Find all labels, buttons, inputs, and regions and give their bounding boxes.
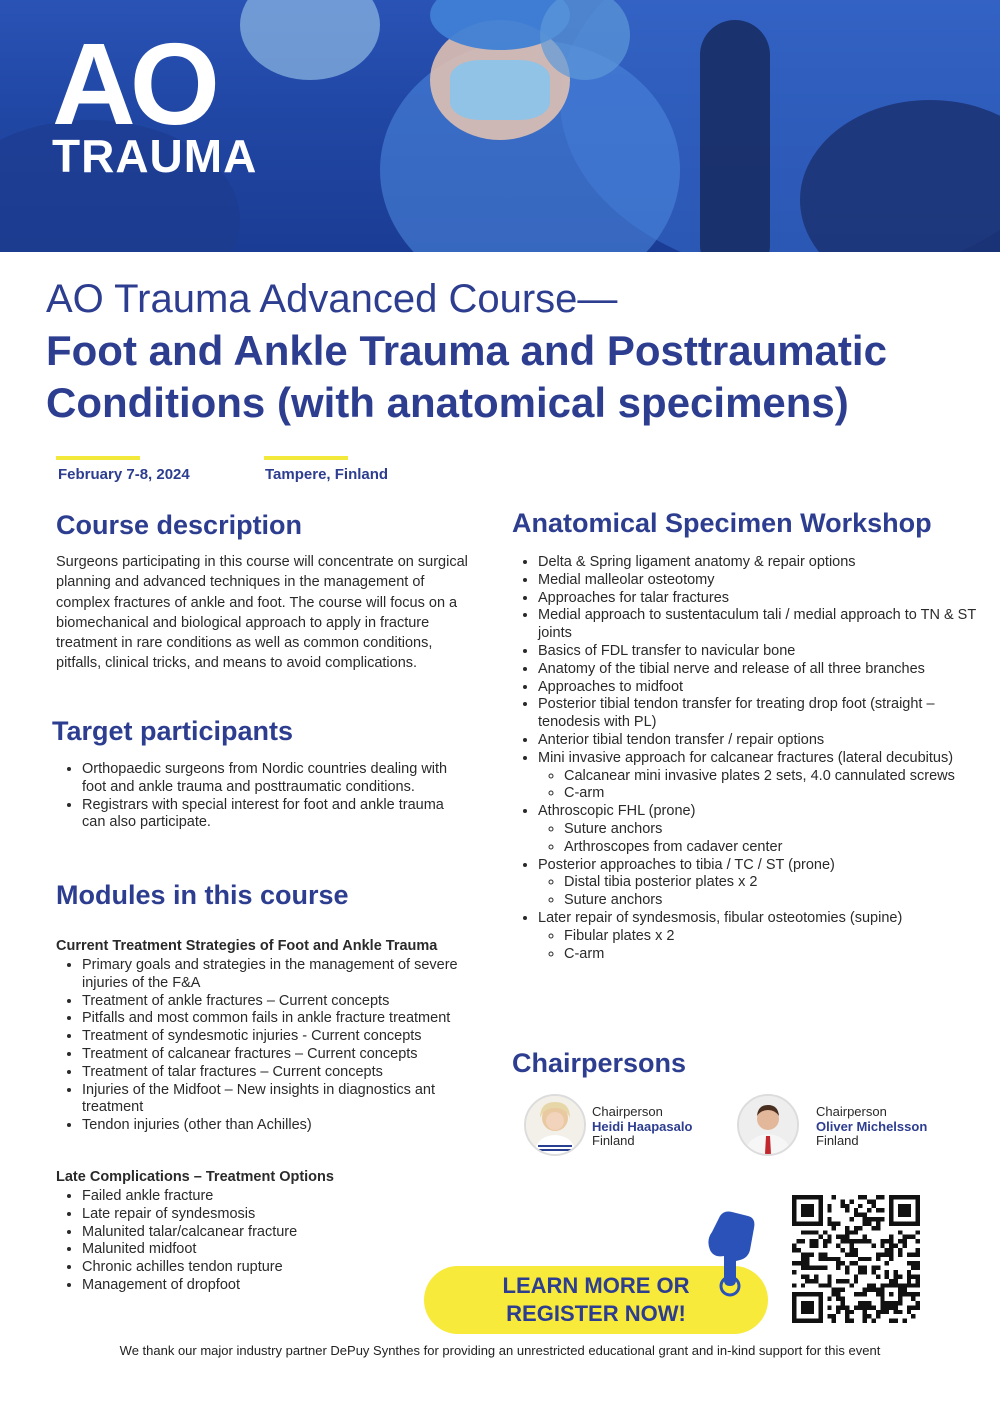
qr-code[interactable] (792, 1195, 920, 1323)
chairperson-name: Heidi Haapasalo (592, 1118, 693, 1134)
chairperson-country: Finland (816, 1133, 859, 1148)
sub-list-item: ◦ C-arm (564, 785, 978, 803)
list-item (538, 590, 978, 608)
course-description-heading: Course description (56, 510, 303, 540)
sub-list-item: ◦ Suture anchors (564, 821, 978, 839)
list-item-text: Approaches to midfoot (538, 678, 684, 695)
chairperson-name: Oliver Michelsson (816, 1118, 928, 1134)
list-item-text: Medial approach to sustentaculum tali / medial approach to TN & ST joints (538, 607, 976, 642)
list-item-text: Anterior tibial tendon transfer / repair options (538, 731, 825, 748)
sub-list-item: ◦ Calcanear mini invasive plates 2 sets, 4.0 cannulated screws (564, 768, 978, 786)
list-item-text: Medial malleolar osteotomy (538, 571, 715, 588)
sub-list (538, 874, 978, 910)
sub-list (538, 928, 978, 964)
chairperson-country: Finland (592, 1133, 635, 1148)
list-item (538, 696, 978, 732)
modules-heading: Modules in this course (56, 880, 349, 910)
pointing-hand-icon (704, 1206, 760, 1298)
chairperson-role: Chairperson (816, 1104, 887, 1119)
sub-list-item: ◦ Fibular plates x 2 (564, 928, 978, 946)
person-portrait-icon (526, 1096, 584, 1154)
list-item-text: Athroscopic FHL (prone) (538, 803, 696, 820)
list-item-text: Later repair of syndesmosis, fibular osteotomies (supine) (538, 909, 903, 926)
chairperson-photo (737, 1094, 799, 1156)
list-item (538, 803, 978, 856)
sponsor-acknowledgement: We thank our major industry partner DePuy Synthes for providing an unrestricted educational grant and in-kind support for this event (119, 1343, 881, 1358)
sub-list-item: ◦ Suture anchors (564, 892, 978, 910)
course-location: Tampere, Finland (265, 466, 389, 483)
location-accent-bar (264, 456, 348, 460)
list-item (538, 572, 978, 590)
chairperson-card (816, 1105, 927, 1149)
list-item: • Failed ankle fracture (82, 1188, 482, 1206)
list-item (538, 679, 978, 697)
list-item (538, 750, 978, 803)
chairperson-card (592, 1105, 692, 1149)
list-item: • Registrars with special interest for foot and ankle trauma can also participate. (82, 797, 462, 833)
target-participants-list (56, 761, 462, 832)
module-topics-list (56, 957, 496, 1135)
list-item: • Treatment of syndesmotic injuries - Current concepts (82, 1028, 496, 1046)
sub-list-item: ◦ Arthroscopes from cadaver center (564, 839, 978, 857)
list-item-text: Posterior approaches to tibia / TC / ST (prone) (538, 856, 835, 873)
list-item: • Treatment of talar fractures – Current concepts (82, 1064, 496, 1082)
chairperson-role: Chairperson (592, 1104, 663, 1119)
course-series-title: AO Trauma Advanced Course— (46, 277, 618, 321)
list-item: • Treatment of calcanear fractures – Current concepts (82, 1046, 496, 1064)
list-item: • Orthopaedic surgeons from Nordic countries dealing with foot and ankle trauma and posttraumatic conditions. (82, 761, 462, 797)
list-item-text: Delta & Spring ligament anatomy & repair options (538, 554, 856, 570)
list-item (538, 857, 978, 910)
workshop-topics-list (512, 554, 978, 963)
list-item: • Management of dropfoot (82, 1277, 482, 1295)
ao-logo-mark: AO (52, 19, 214, 149)
target-participants-heading: Target participants (52, 716, 294, 746)
person-portrait-icon (739, 1096, 797, 1154)
list-item-text: Anatomy of the tibial nerve and release of all three branches (538, 660, 925, 677)
module-title: Current Treatment Strategies of Foot and Ankle Trauma (56, 938, 438, 954)
list-item: • Treatment of ankle fractures – Current concepts (82, 993, 496, 1011)
list-item: • Injuries of the Midfoot – New insights in diagnostics ant treatment (82, 1082, 496, 1118)
sub-list-item: ◦ Distal tibia posterior plates x 2 (564, 874, 978, 892)
list-item: • Primary goals and strategies in the management of severe injuries of the F&A (82, 957, 496, 993)
hero-photo (0, 0, 1000, 252)
register-button-line2: REGISTER NOW! (506, 1301, 686, 1326)
date-accent-bar (56, 456, 140, 460)
course-date: February 7-8, 2024 (58, 466, 190, 483)
list-item (538, 554, 978, 572)
list-item (538, 910, 978, 963)
module-title: Late Complications – Treatment Options (56, 1169, 334, 1185)
list-item (538, 661, 978, 679)
course-description-text: Surgeons participating in this course will concentrate on surgical planning and advanced techniques in the management of complex fractures of ankle and foot. The course will focus on a biomechanical and biological approach to apply in fracture treatment in rare conditions as well as common conditions, pitfalls, clinical tricks, and means to avoid complications. (56, 554, 468, 672)
list-item (538, 607, 978, 643)
list-item: • Late repair of syndesmosis (82, 1206, 482, 1224)
ao-logo-wordmark: TRAUMA (52, 130, 258, 182)
sub-list (538, 821, 978, 857)
list-item: • Chronic achilles tendon rupture (82, 1259, 482, 1277)
list-item: • Malunited midfoot (82, 1241, 482, 1259)
list-item: • Tendon injuries (other than Achilles) (82, 1117, 496, 1135)
list-item (538, 643, 978, 661)
course-title: Foot and Ankle Trauma and Posttraumatic Conditions (with anatomical specimens) (46, 327, 887, 426)
list-item-text: Mini invasive approach for calcanear fractures (lateral decubitus) (538, 749, 954, 766)
sub-list-item: ◦ C-arm (564, 946, 978, 964)
list-item-text: Approaches for talar fractures (538, 589, 730, 606)
workshop-heading: Anatomical Specimen Workshop (512, 508, 932, 538)
list-item (538, 732, 978, 750)
list-item: • Pitfalls and most common fails in ankle fracture treatment (82, 1010, 496, 1028)
sub-list (538, 768, 978, 804)
chairpersons-heading: Chairpersons (512, 1048, 687, 1078)
list-item: • Malunited talar/calcanear fracture (82, 1224, 482, 1242)
list-item-text: Basics of FDL transfer to navicular bone (538, 642, 796, 659)
module-topics-list (56, 1188, 482, 1295)
chairperson-photo (524, 1094, 586, 1156)
register-button-line1: LEARN MORE OR (502, 1273, 690, 1298)
list-item-text: Posterior tibial tendon transfer for treating drop foot (straight – tenodesis with PL) (538, 696, 935, 731)
